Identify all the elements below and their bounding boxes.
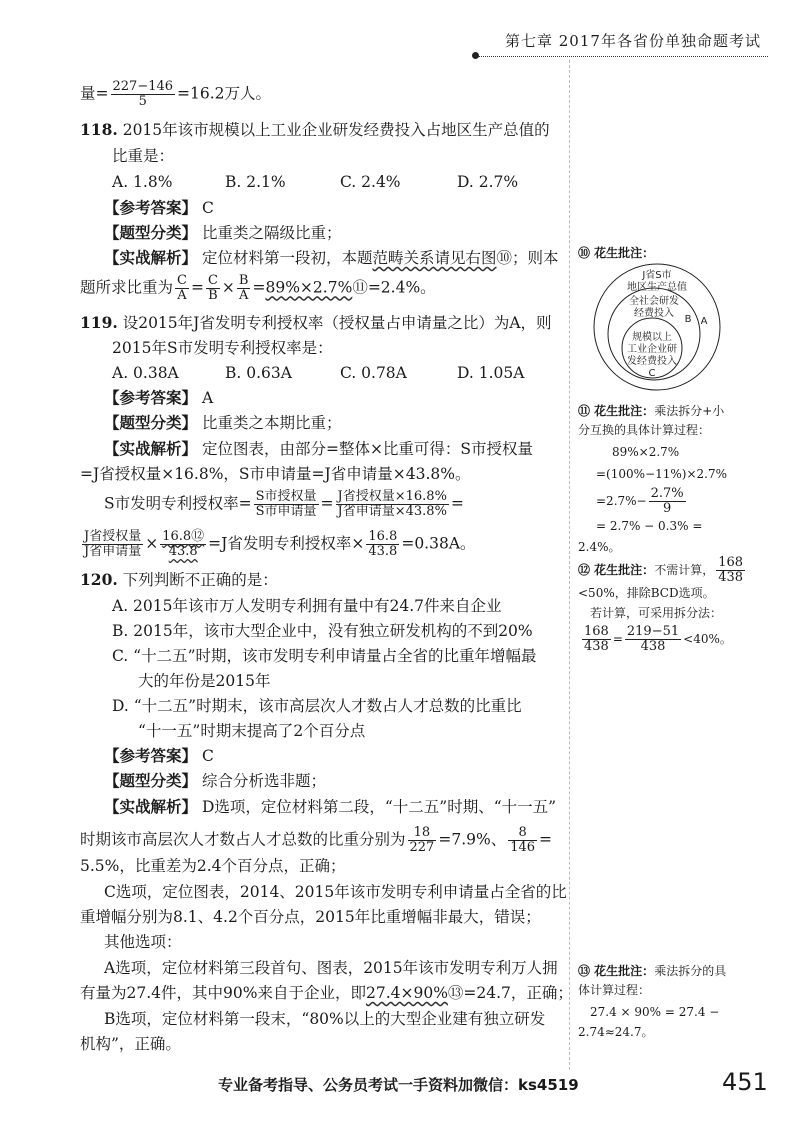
note13-title: ⑬ 花生批注：乘法拆分的具 [578, 964, 727, 978]
note10-title: ⑩ 花生批注： [578, 246, 655, 260]
note12-title: ⑫ 花生批注：不需计算， $\frac{168}{438}$ [578, 555, 744, 585]
note11-line2: 分互换的具体计算过程： [578, 423, 711, 437]
q119-stem-line2: 2015年S市发明专利授权率是： [112, 339, 333, 357]
footer-text: 专业备考指导、公务员考试一手资料加微信：ks4519 [218, 1076, 579, 1094]
q118-option-b: B. 2.1% [225, 173, 286, 191]
q120-option-c-line2: 大的年份是2015年 [138, 672, 271, 690]
q118-analysis-line1: 【实战解析】 定位材料第一段初，本题范畴关系请见右图⑩；则本 [104, 248, 559, 267]
q118-option-c: C. 2.4% [340, 173, 401, 191]
note11-line3: 89%×2.7% [612, 445, 680, 459]
q120-other-options: 其他选项： [104, 933, 182, 951]
q119-analysis-line2: =J省授权量×16.8%，S市申请量=J省申请量×43.8%。 [80, 465, 471, 483]
q120-answer: 【参考答案】 C [104, 746, 214, 765]
q120-option-d-line1: D. “十二五”时期末，该市高层次人才数占人才总数的比重比 [112, 697, 522, 715]
q120-optc-analysis-line2: 重增幅分别为8.1、4.2个百分点，2015年比重增幅非最大，错误； [80, 908, 541, 926]
note11-title: ⑪ 花生批注：乘法拆分+小 [578, 404, 725, 418]
diagram-b-label1: 全社会研发 [629, 296, 679, 307]
page-number: 451 [722, 1068, 768, 1096]
diagram-c-label1: 规模以上 [632, 332, 672, 343]
diagram-b-tag: B [684, 314, 692, 325]
q120-option-d-line2: “十一五”时期末提高了2个百分点 [138, 722, 366, 740]
diagram-c-label2: 工业企业研 [627, 344, 677, 355]
q120-type: 【题型分类】 综合分析选非题； [104, 771, 326, 790]
q120-option-a: A. 2015年该市万人发明专利拥有量中有24.7件来自企业 [112, 597, 502, 615]
note11-line7: 2.4%。 [578, 540, 621, 554]
q119-stem-line1: 119. 设2015年J省发明专利授权率（授权量占申请量之比）为A，则 [80, 313, 552, 332]
q120-optc-analysis-line1: C选项，定位图表，2014、2015年该市发明专利申请量占全省的比 [104, 883, 567, 901]
q120-opta-analysis-line1: A选项，定位材料第三段首句、图表，2015年该市发明专利万人拥 [104, 959, 558, 977]
q120-analysis-line1: 【实战解析】 D选项，定位材料第二段，“十二五”时期、“十一五” [104, 797, 557, 816]
q119-equation2: $\frac{\text{J省授权量}}{\text{J省申请量}}$ × $\frac{\text{16.8⑫}}{43.8}$ =J省发明专利授权率× $\frac{16.8}{43.8}$ =0.38A。 [84, 529, 476, 559]
diagram-a-label2: 地区生产总值 [627, 282, 687, 293]
note11-line5: =2.7%− $\frac{2.7\%}{9}$ [596, 486, 684, 516]
diagram-c-label3: 发经费投入 [627, 356, 677, 367]
q120-option-b: B. 2015年，该市大型企业中，没有独立研发机构的不到20% [112, 622, 533, 640]
q119-analysis-line1: 【实战解析】 定位图表，由部分=整体×比重可得：S市授权量 [104, 439, 534, 458]
q118-type: 【题型分类】 比重类之隔级比重； [104, 223, 342, 242]
margin-divider [569, 60, 570, 1070]
q120-optb-analysis-line2: 机构”，正确。 [80, 1035, 181, 1053]
q118-answer: 【参考答案】 C [104, 198, 214, 217]
note11-line6: = 2.7% − 0.3% = [596, 519, 703, 533]
q119-option-a: A. 0.38A [112, 364, 179, 382]
q119-option-c: C. 0.78A [340, 364, 407, 382]
q120-analysis-line3: 5.5%，比重差为2.4个百分点，正确； [80, 857, 346, 875]
header-rule [478, 56, 768, 57]
q119-equation1: S市发明专利授权率= $\frac{\text{S市授权量}}{\text{S市申请量}}$ = $\frac{\text{J省授权量×16.8\%}}{\text{J省申请量×43.8\%}}$ = [104, 489, 464, 519]
note11-line4: =(100%−11%)×2.7% [596, 467, 727, 481]
note13-line2: 体计算过程： [578, 983, 651, 997]
note12-line2: <50%，排除BCD选项。 [578, 586, 715, 600]
q118-analysis-line2: 题所求比重为 $\frac{C}{A}$ = $\frac{C}{B}$ × $\frac{B}{A}$ =89%×2.7%⑪=2.4%。 [80, 273, 436, 303]
q118-option-a: A. 1.8% [112, 173, 173, 191]
diagram-b-label2: 经费投入 [634, 308, 674, 319]
diagram-a-label1: J省S市 [642, 270, 672, 281]
q119-answer: 【参考答案】 A [104, 388, 214, 407]
q120-analysis-line2: 时期该市高层次人才数占人才总数的比重分别为 $\frac{18}{227}$ =7.9%、 $\frac{8}{146}$ = [80, 825, 553, 855]
q119-type: 【题型分类】 比重类之本期比重； [104, 413, 342, 432]
note12-line3: 若计算，可采用拆分法： [590, 606, 723, 620]
scope-diagram [592, 262, 722, 392]
intro-line: 量= $\frac{227-146}{5}$ =16.2万人。 [80, 79, 272, 109]
q119-option-b: B. 0.63A [225, 364, 292, 382]
q120-optb-analysis-line1: B选项，定位材料第一段末，“80%以上的大型企业建有独立研发 [104, 1010, 546, 1028]
q119-option-d: D. 1.05A [457, 364, 525, 382]
note12-line4: $\frac{168}{438}$ = $\frac{219-51}{438}$ <40%。 [584, 624, 732, 654]
q120-option-c-line1: C. “十二五”时期，该市发明专利申请量占全省的比重年增幅最 [112, 647, 537, 665]
diagram-c-tag: C [648, 368, 656, 379]
chapter-header: 第七章 2017年各省份单独命题考试 [505, 32, 761, 50]
q120-stem: 120. 下列判断不正确的是： [80, 570, 278, 589]
q118-stem-line2: 比重是： [112, 147, 175, 165]
note13-line4: 2.74≈24.7。 [578, 1025, 654, 1039]
diagram-a-tag: A [700, 316, 708, 327]
note13-line3: 27.4 × 90% = 27.4 − [590, 1005, 720, 1019]
q118-option-d: D. 2.7% [457, 173, 519, 191]
q118-stem-line1: 118. 2015年该市规模以上工业企业研发经费投入占地区生产总值的 [80, 120, 550, 139]
q120-opta-analysis-line2: 有量为27.4件，其中90%来自于企业，即27.4×90%⑬=24.7，正确； [80, 984, 573, 1002]
